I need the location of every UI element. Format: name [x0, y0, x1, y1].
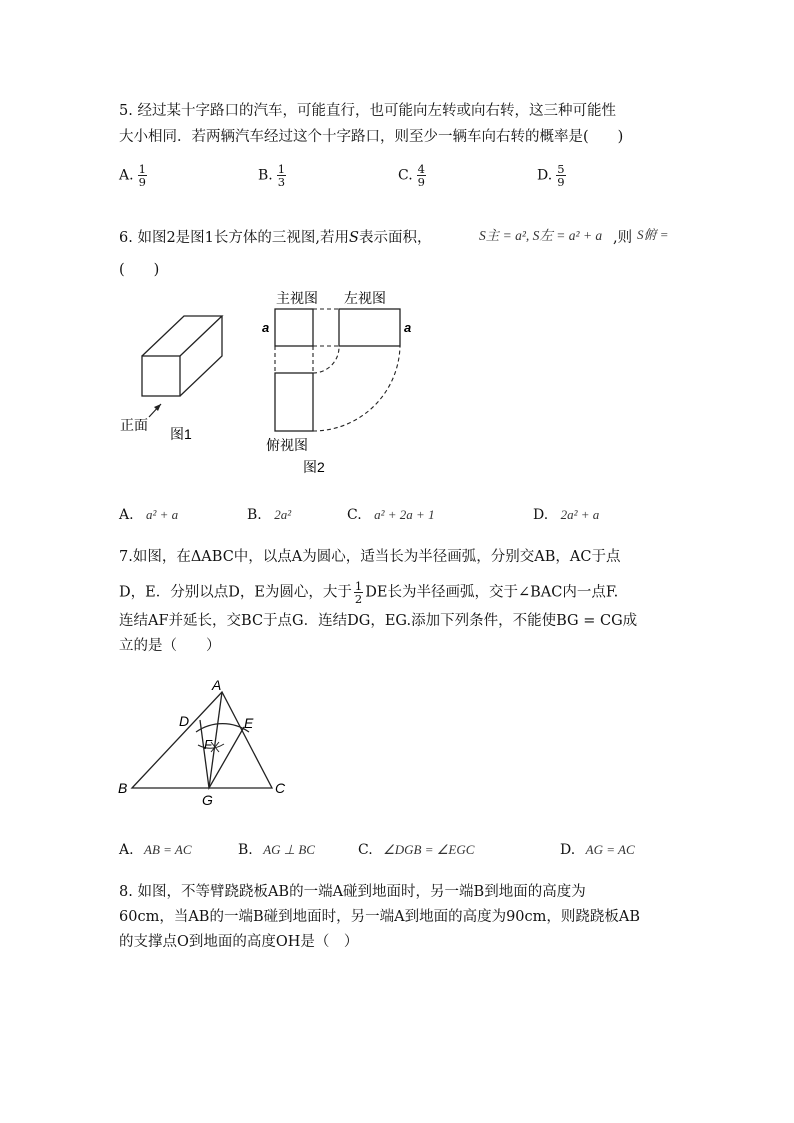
option-expr: AB = AC — [144, 842, 192, 857]
option-label: D. — [560, 842, 576, 858]
q7-figure — [116, 672, 296, 812]
front-label: 正面 — [120, 417, 148, 433]
projection-lines — [275, 309, 400, 431]
option-expr: ∠DGB = ∠EGC — [383, 842, 475, 857]
option-label: C. — [347, 507, 362, 523]
option-expr: AG = AC — [585, 842, 635, 857]
point-c-label: C — [275, 780, 286, 796]
q5-line1: 5. 经过某十字路口的汽车，可能直行，也可能向左转或向右转，这三种可能性 — [119, 103, 616, 119]
fraction: $\frac{1}{3}$ — [277, 162, 286, 189]
q7-option-c[interactable] — [358, 842, 474, 858]
option-label: A. — [119, 842, 134, 858]
point-d-label: D — [179, 713, 190, 729]
fraction: $\frac{5}{9}$ — [557, 162, 565, 189]
side-a-left: a — [262, 320, 270, 335]
figure-2-caption: 图2 — [303, 459, 325, 475]
cuboid-shape — [142, 316, 222, 396]
q6-tail: S俯 = — [637, 227, 669, 242]
q6-s-symbol: S — [349, 230, 359, 246]
point-b-label: B — [118, 780, 128, 796]
q7-line3: 连结AF并延长，交BC于点G．连结DG，EG.添加下列条件，不能使BG = CG成 — [119, 613, 638, 629]
point-g-label: G — [202, 792, 213, 808]
figure-1-caption: 图1 — [170, 426, 192, 442]
option-label: B. — [238, 842, 253, 858]
q8-line3: 的支撑点O到地面的高度OH是（ ） — [119, 934, 359, 950]
option-expr: a² + a — [146, 507, 179, 522]
q5-option-d[interactable] — [537, 163, 566, 188]
q5-line2: 大小相同．若两辆汽车经过这个十字路口，则至少一辆车向右转的概率是( ) — [119, 129, 624, 145]
q5-option-c[interactable] — [398, 163, 426, 188]
option-label: B. — [247, 507, 262, 523]
q7-line1: 7.如图，在ΔABC中，以点A为圆心，适当长为半径画弧，分别交AB，AC于点 — [119, 549, 621, 565]
q6-text-b: 表示面积， — [358, 230, 432, 246]
option-label: C. — [358, 842, 373, 858]
q6-text-c: ,则 — [613, 230, 633, 246]
q6-figure-1 — [116, 308, 234, 448]
q6-option-a[interactable] — [119, 507, 178, 523]
option-label: A. — [119, 167, 134, 184]
half-fraction: $\frac{1}{2}$ — [354, 579, 363, 606]
option-label: B. — [258, 167, 273, 184]
q6-line1 — [119, 226, 431, 247]
q7-text-a: D，E．分别以点D，E为圆心，大于 — [119, 584, 352, 601]
q7-line2 — [119, 580, 618, 605]
point-a-label: A — [212, 677, 222, 693]
q8-line1: 8. 如图，不等臂跷跷板AB的一端A碰到地面时，另一端B到地面的高度为 — [119, 884, 586, 900]
point-e-label: E — [244, 715, 254, 731]
option-label: D. — [537, 167, 553, 184]
point-f-label: F — [204, 737, 212, 752]
q7-text-b: DE长为半径画弧，交于∠BAC内一点F. — [365, 584, 619, 601]
q5-option-a[interactable] — [119, 163, 147, 188]
top-view-label: 俯视图 — [266, 437, 308, 453]
q6-figure-2 — [256, 284, 422, 480]
view-rectangles — [275, 309, 400, 431]
q6-option-c[interactable] — [347, 507, 435, 523]
option-label: D. — [533, 507, 549, 523]
main-view-label: 主视图 — [276, 290, 318, 306]
q7-option-b[interactable] — [238, 842, 315, 858]
q6-option-b[interactable] — [247, 507, 291, 523]
option-label: A. — [119, 507, 134, 523]
q7-line4: 立的是（ ） — [119, 638, 221, 654]
left-view-label: 左视图 — [344, 290, 386, 306]
q5-option-b[interactable] — [258, 163, 286, 188]
option-expr: AG ⊥ BC — [263, 842, 315, 857]
option-label: C. — [398, 167, 413, 184]
q7-option-d[interactable] — [560, 842, 635, 858]
q6-formula: S主 = a², S左 = a² + a — [479, 228, 603, 243]
q6-option-d[interactable] — [533, 507, 599, 523]
triangle-abc — [132, 692, 272, 788]
option-expr: 2a² + a — [560, 507, 600, 522]
q6-text-a: 6. 如图2是图1长方体的三视图,若用 — [119, 230, 350, 246]
q7-option-a[interactable] — [119, 842, 192, 858]
fraction: $\frac{4}{9}$ — [417, 162, 425, 189]
option-expr: a² + 2a + 1 — [374, 507, 435, 522]
q8-line2: 60cm，当AB的一端B碰到地面时，另一端A到地面的高度为90cm，则跷跷板AB — [119, 909, 641, 925]
fraction: $\frac{1}{9}$ — [138, 162, 146, 189]
option-expr: 2a² — [274, 507, 292, 522]
side-a-right: a — [404, 320, 412, 335]
q6-paren: ( ) — [119, 262, 160, 278]
